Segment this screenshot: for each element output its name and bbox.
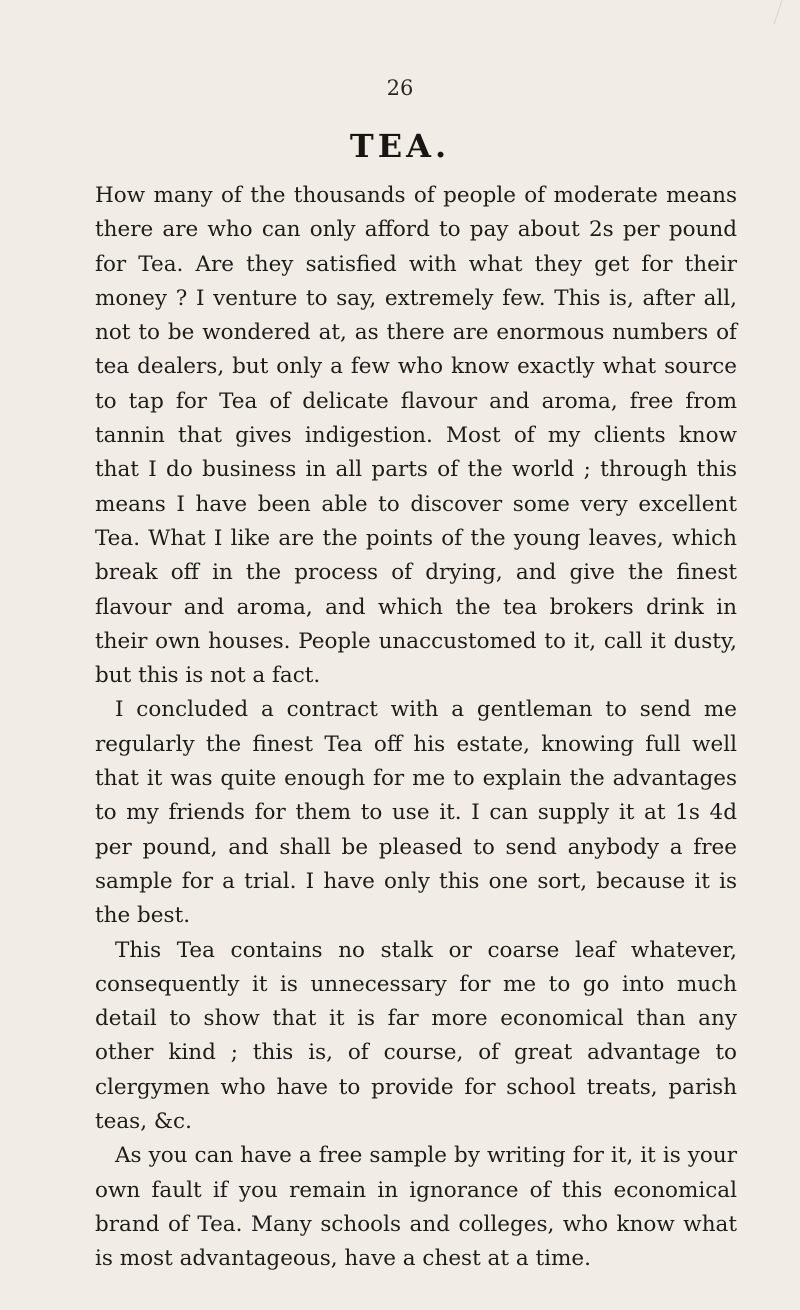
page-edge-mark — [774, 0, 800, 34]
paragraph-intro: How many of the thousands of people of moderate means there are who can only afford to pay about 2s per pound for Tea. Are they satisfied with what they get for their money ? I venture to say, extremely few. This is, after all, not to be wondered at, as there are enormous numbers of tea dealers, but only a few who know exactly what source to tap for Tea of delicate flavour and aroma, free from tannin that gives indigestion. Most of my clients know that I do business in all parts of the world ; through this means I have been able to discover some very excellent Tea. What I like are the points of the young leaves, which break off in the process of drying, and give the finest flavour and aroma, and which the tea brokers drink in their own houses. People unaccustomed to it, call it dusty, but this is not a fact. — [95, 183, 737, 689]
body-text — [95, 179, 737, 1277]
page-heading: TEA. — [349, 127, 451, 165]
paragraph-contract: I concluded a contract with a gentleman to send me regularly the finest Tea off his estate, knowing full well that it was quite enough for me to explain the advantages to my friends for them to use it. I can supply it at 1s 4d per pound, and shall be pleased to send anybody a free sample for a trial. I have only this one sort, because it is the best. — [95, 697, 737, 929]
paragraph-free-sample: As you can have a free sample by writing for it, it is your own fault if you remain in ignorance of this economical brand of Tea. Many schools and colleges, who know what is most advantageous, have a chest at a time. — [95, 1143, 737, 1272]
page-number: 26 — [386, 76, 414, 100]
paragraph-economy: This Tea contains no stalk or coarse leaf whatever, consequently it is unnecessary for me to go into much detail to show that it is far more economical than any other kind ; this is, of course, of great advantage to clergymen who have to provide for school treats, parish teas, &c. — [95, 937, 737, 1135]
